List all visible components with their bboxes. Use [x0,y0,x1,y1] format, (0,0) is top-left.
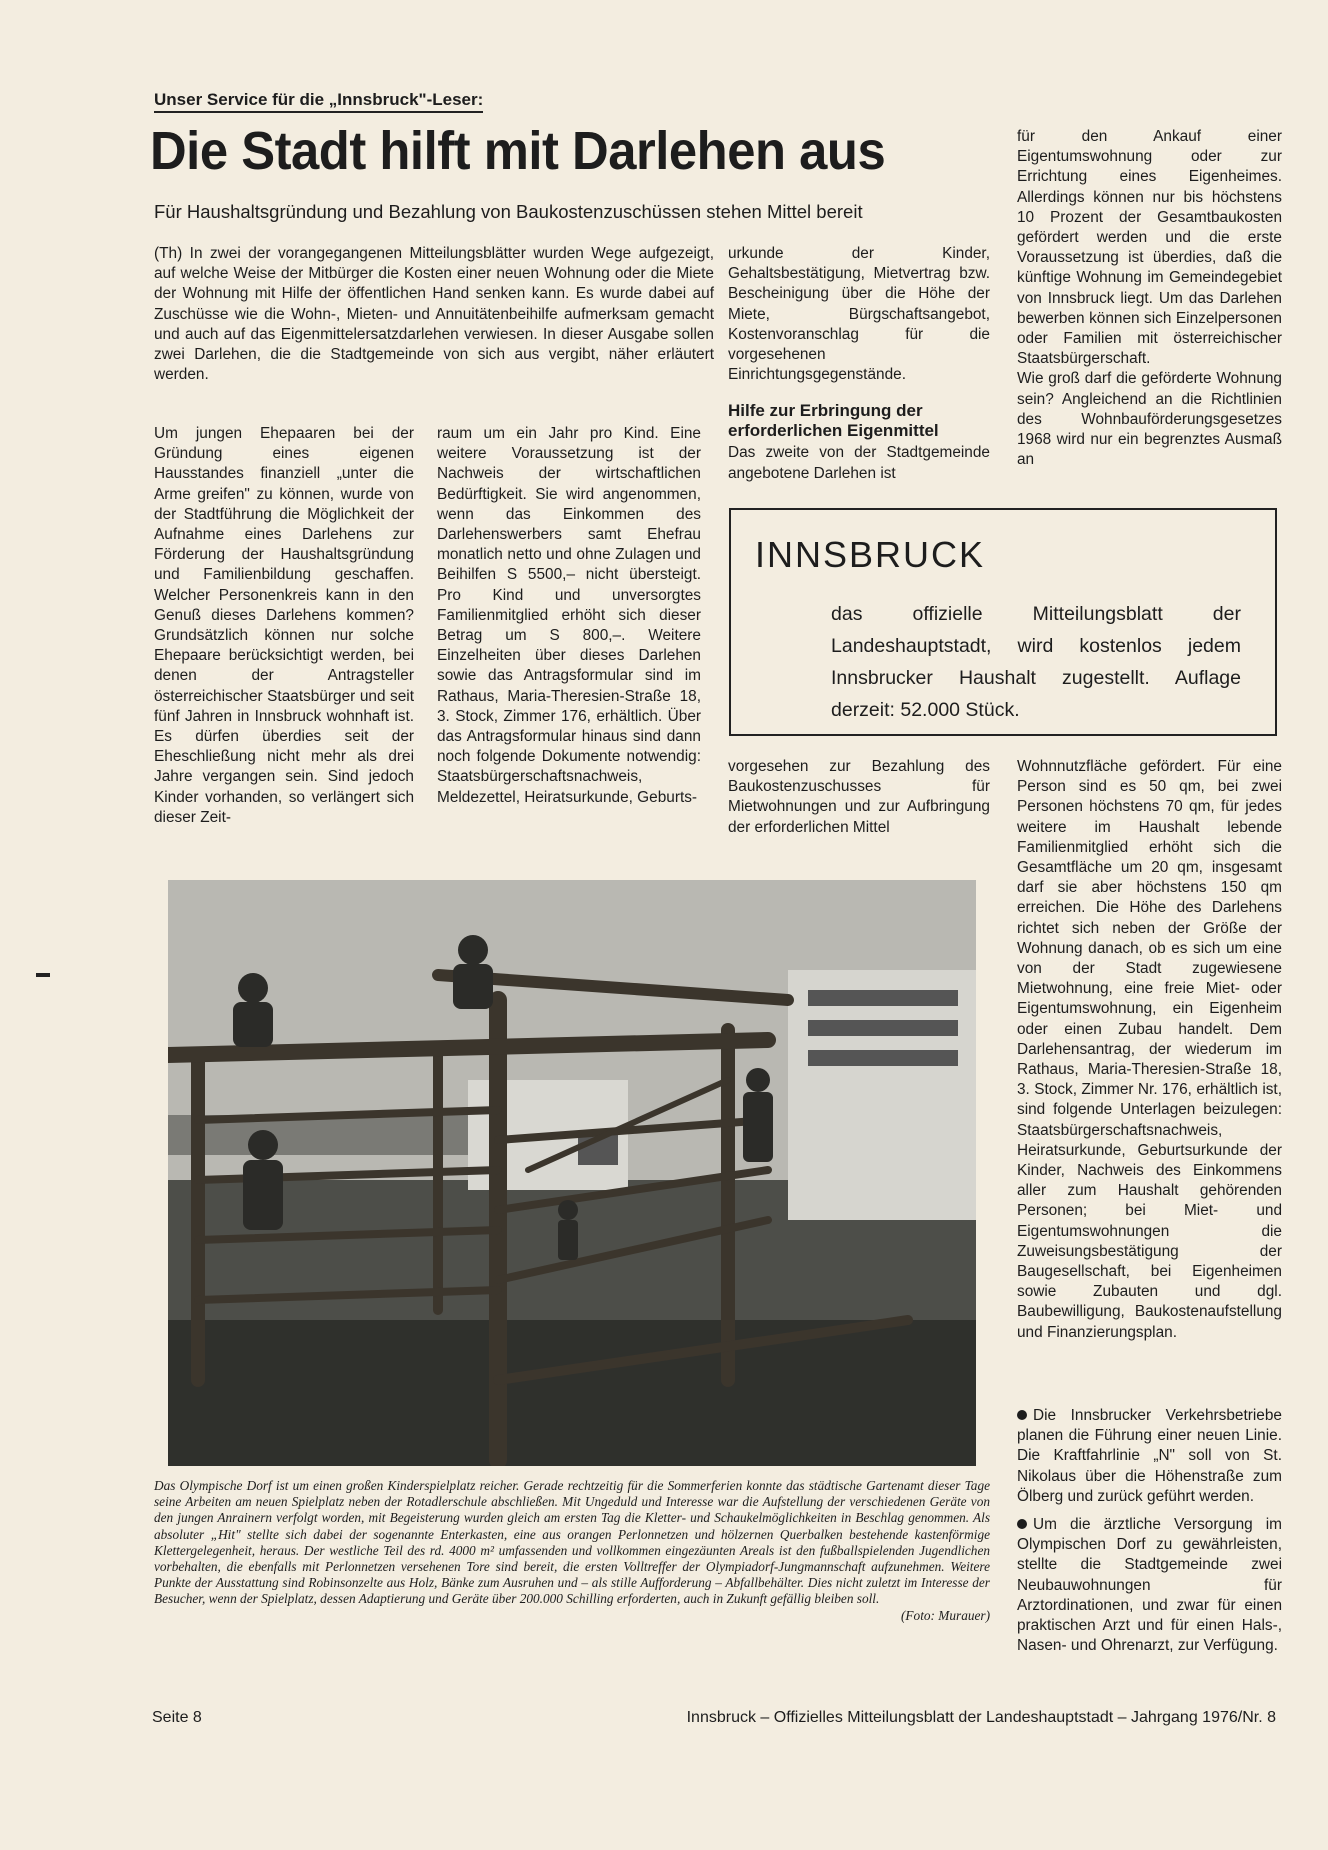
intro-paragraph: (Th) In zwei der vorangegangenen Mitteilungsblätter wurden Wege aufgezeigt, auf welche Weise der Mitbürger die Kosten einer neuen Wohnung oder die Miete der Wohnung mit Hilfe der öffentlichen Hand senken kann. Es wurde dabei auf Zuschüsse wie die Wohn-, Mieten- und Annuitätenbeihilfe aufmerksam gemacht und auch auf das Eigenmittelersatzdarlehen verwiesen. In dieser Ausgabe sollen zwei Darlehen, die die Stadtgemeinde von sich aus vergibt, näher erläutert werden. [154,245,714,384]
info-box-title: INNSBRUCK [755,534,986,575]
publication-footer: Innsbruck – Offizielles Mitteilungsblatt der Landeshauptstadt – Jahrgang 1976/Nr. 8 [686,1709,1276,1726]
bullet-icon [1017,1519,1027,1529]
column-3-continued: Das zweite von der Stadtgemeinde angebotene Darlehen ist [728,444,990,482]
column-4 [1017,127,1282,470]
playground-photo [168,880,976,1466]
column-1-text: Um jungen Ehepaaren bei der Gründung eines eigenen Hausstandes finanziell „unter die Arme greifen" zu können, wurde von der Stadtführung die Möglichkeit der Aufnahme eines Darlehens zur Förderung der Haushaltsgründung und Familienbildung geschaffen. Welcher Personenkreis kann in den Genuß dieses Darlehens kommen? Grundsätzlich können nur solche Ehepaare berücksichtigt werden, bei denen der Antragsteller österreichischer Staatsbürger und seit fünf Jahren in Innsbruck wohnhaft ist. Es dürfen überdies seit der Eheschließung nicht mehr als drei Jahre vergangen sein. Sind jedoch Kinder vorhanden, so verlängert sich dieser Zeit- [154,425,414,826]
margin-mark [36,973,50,977]
column-4-lower-text: Wohnnutzfläche gefördert. Für eine Person sind es 50 qm, bei zwei Personen höchstens 70 qm, für jedes weitere im Haushalt lebende Familienmitglied erhöht sich die Gesamtfläche um 20 qm, insgesamt darf sie aber höchstens 150 qm erreichen. Die Höhe des Darlehens richtet sich neben der Größe der Wohnung danach, ob es sich um eine von der Stadt zugewiesene Mietwohnung, eine freie Miet- oder Eigentumswohnung, ein Eigenheim oder einen Zubau handelt. Dem Darlehensantrag, der wiederum im Rathaus, Maria-Theresien-Straße 18, 3. Stock, Zimmer Nr. 176, erhältlich ist, sind folgende Unterlagen beizulegen: Staatsbürgerschaftsnachweis, Heiratsurkunde, Geburtsurkunde der Kinder, Nachweis des Einkommens aller zum Haushalt gehörenden Personen; bei Miet- und Eigentumswohnungen die Zuweisungsbestätigung der Baugesellschaft, bei Eigenheimen sowie Zubauten und dgl. Baubewilligung, Baukostenaufstellung und Finanzierungsplan. [1017,758,1282,1341]
news-bullet-1: Die Innsbrucker Verkehrsbetriebe planen die Führung einer neuen Linie. Die Kraftfahrlinie „N" soll von St. Nikolaus über die Höhenstraße zum Ölberg und zurück geführt werden. [1017,1407,1282,1505]
headline: Die Stadt hilft mit Darlehen aus [150,121,886,181]
kicker: Unser Service für die „Innsbruck"-Leser: [154,90,483,113]
column-3 [728,244,990,484]
column-3-text: urkunde der Kinder, Gehaltsbestätigung, Mietvertrag bzw. Bescheinigung über die Höhe der Miete, Bürgschaftsangebot, Kostenvoranschlag für die vorgesehenen Einrichtungsgegenstände. [728,245,990,384]
section-heading: Hilfe zur Erbringung der erforderlichen Eigenmittel [728,401,939,441]
column-3-lower-text: vorgesehen zur Bezahlung des Baukostenzuschusses für Mietwohnungen und zur Aufbringung der erforderlichen Mittel [728,758,990,836]
subheadline: Für Haushaltsgründung und Bezahlung von Baukostenzuschüssen stehen Mittel bereit [154,201,863,222]
column-2-text: raum um ein Jahr pro Kind. Eine weitere Voraussetzung ist der Nachweis der wirtschaftlichen Bedürftigkeit. Sie wird angenommen, wenn das Einkommen des Darlehenswerbers samt Ehefrau monatlich netto und ohne Zulagen und Beihilfen S 5500,– nicht übersteigt. Pro Kind und unversorgtes Familienmitglied erhöht sich dieser Betrag um S 800,–. Weitere Einzelheiten über dieses Darlehen sowie das Antragsformular sind im Rathaus, Maria-Theresien-Straße 18, 3. Stock, Zimmer 176, erhältlich. Über das Antragsformular hinaus sind dann noch folgende Dokumente notwendig: Staatsbürgerschaftsnachweis, Meldezettel, Heiratsurkunde, Geburts- [437,425,701,806]
playground-photo-illustration [168,880,976,1466]
news-bullet-2: Um die ärztliche Versorgung im Olympischen Dorf zu gewährleisten, stellte die Stadtgemeinde zwei Neubauwohnungen für Arztordinationen, und zwar für einen praktischen Arzt und für einen Hals-, Nasen- und Ohrenarzt, zur Verfügung. [1017,1516,1282,1655]
photo-caption [154,1478,990,1624]
bullet-icon [1017,1410,1027,1420]
photo-credit: (Foto: Murauer) [901,1607,990,1623]
column-4-question: Wie groß darf die geförderte Wohnung sein? Angleichend an die Richtlinien des Wohnbauförderungsgesetzes 1968 wird nur ein begrenztes Ausmaß an [1017,370,1282,469]
info-box-text: das offizielle Mitteilungsblatt der Landeshauptstadt, wird kostenlos jedem Innsbrucker Haushalt zugestellt. Auflage derzeit: 52.000 Stück. [831,603,1241,721]
column-4-text: für den Ankauf einer Eigentumswohnung oder zur Errichtung eines Eigenheimes. Allerdings können nur bis höchstens 10 Prozent der Gesamtbaukosten gefördert werden und die erste Voraussetzung ist überdies, daß die künftige Wohnung im Gemeindegebiet von Innsbruck liegt. Um das Darlehen bewerben können sich Einzelpersonen oder Familien mit österreichischer Staatsbürgerschaft. [1017,128,1282,368]
info-box [729,508,1277,736]
news-bullets [1017,1406,1282,1656]
caption-text: Das Olympische Dorf ist um einen großen Kinderspielplatz reicher. Gerade rechtzeitig für die Sommerferien konnte das städtische Gartenamt dieser Tage seine Arbeiten am neuen Spielplatz neben der Rotadlerschule abschließen. Mit Ungeduld und Interesse war die Aufstellung der verschiedenen Geräte von den jungen Anrainern verfolgt worden, mit Begeisterung wurden gleich am ersten Tag die Kletter- und Schaukelmöglichkeiten in Beschlag genommen. Als absoluter „Hit" stellte sich dabei der sogenannte Enterkasten, eine aus orangen Perlonnetzen und hölzernen Querbalken bestehende kastenförmige Klettergelegenheit, heraus. Der westliche Teil des rd. 4000 m² umfassenden und vollkommen eingezäunten Areals ist den fußballspielenden Jugendlichen vorbehalten, die ebenfalls mit Perlonnetzen versehenen Tore sind bereit, die ersten Volltreffer der Olympiadorf-Jungmannschaft aufzunehmen. Weitere Punkte der Ausstattung sind Robinsonzelte aus Holz, Bänke zum Ausruhen und – als stille Aufforderung – Abfallbehälter. Dies nicht zuletzt im Interesse der Besucher, wenn der Spielplatz, dessen Adaptierung und Geräte über 200.000 Schilling erforderten, auch in Zukunft gefällig bleiben soll. [154,1478,990,1607]
page-number: Seite 8 [152,1709,202,1726]
